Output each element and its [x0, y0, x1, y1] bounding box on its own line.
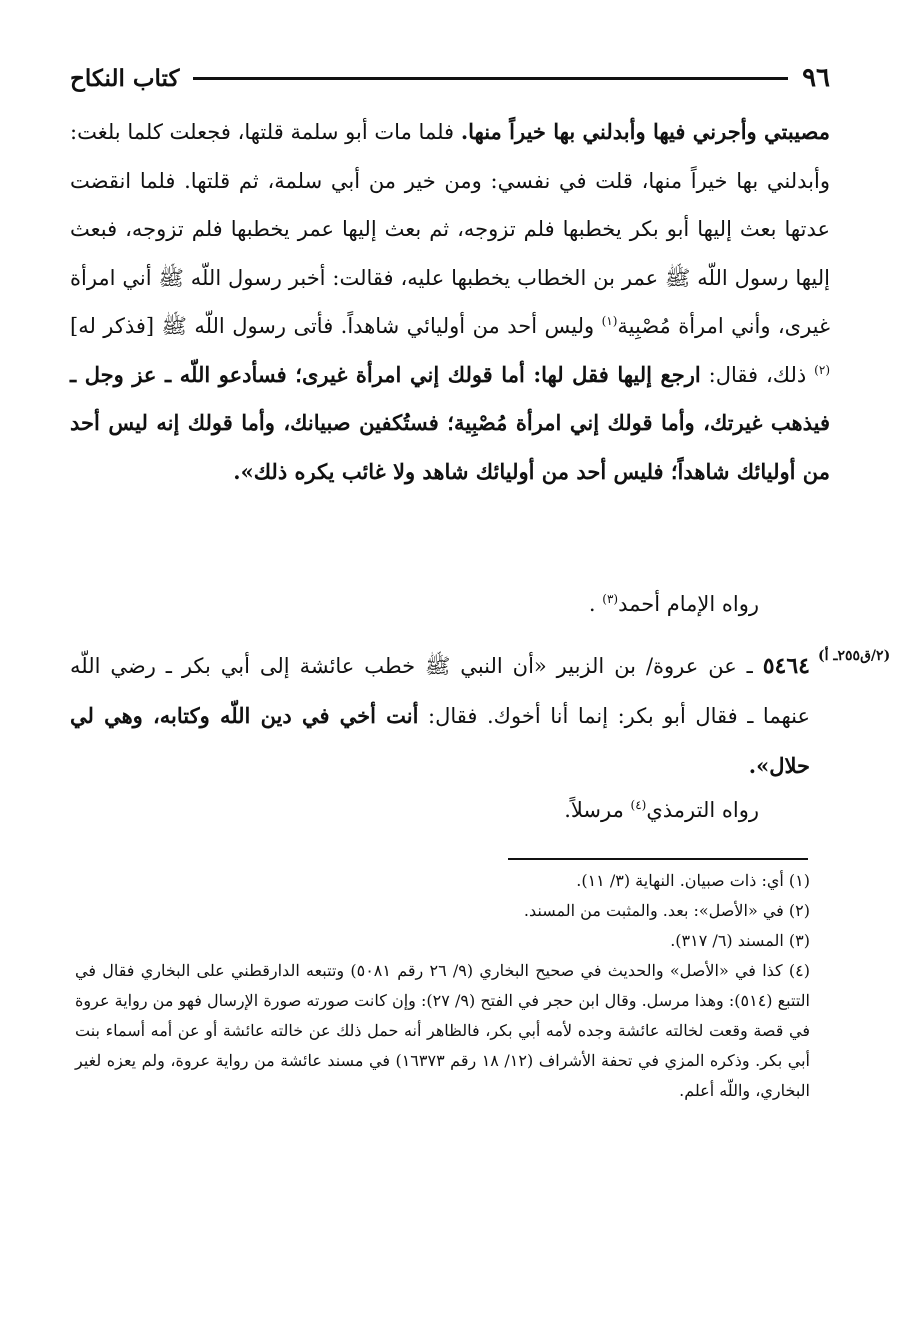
main-text [70, 108, 830, 496]
riwaya-ahmad [589, 592, 759, 616]
footnote-text: في «الأصل»: بعد. والمثبت من المسند. [523, 901, 784, 920]
riwaya-ahmad-end: . [588, 592, 603, 616]
footnote-4 [75, 956, 810, 1106]
footnote-text: أي: ذات صبيان. النهاية (٣/ ١١). [576, 871, 784, 890]
hadith-5464 [70, 642, 810, 791]
page-header [70, 58, 830, 98]
footnote-ref-1: (١) [601, 314, 618, 328]
footnote-1 [75, 866, 810, 896]
footnote-ref-2: (٢) [814, 362, 830, 377]
footnote-2 [75, 896, 810, 926]
riwaya-tirmidhi-end: مرسلاً. [564, 798, 631, 822]
footnote-number: (١) [788, 871, 810, 890]
footnote-ref-4: (٤) [630, 798, 647, 812]
header-rule [193, 77, 788, 80]
main-text-prophet-speech: ارجع إليها فقل لها: أما قولك إني امرأة غيرى؛ فسأدعو اللّه ـ عز وجل ـ فيذهب غيرتك، وأما قولك إني امرأة مُصْبِية؛ فستُكفين صبيانك، وأما قولك إنه ليس أحد من أوليائك شاهداً؛ فليس أحد من أوليائك شاهد ولا غائب يكره ذلك». [70, 361, 830, 484]
footnote-number: (٤) [788, 961, 810, 980]
footnote-separator [508, 858, 808, 860]
main-text-narration: فلما مات أبو سلمة قلتها، فجعلت كلما بلغت: وأبدلني بها خيراً منها، قلت في نفسي: ومن خير من أبي سلمة، ثم قلتها. فلما انقضت عدتها بعث إليها أبو بكر يخطبها فلم تزوجه، ثم بعث إليها عمر يخطبها فلم تزوجه، فبعث إليها رسول اللّه ﷺ عمر بن الخطاب يخطبها عليه، فقالت: أخبر رسول اللّه ﷺ أني امرأة غيرى، وأني امرأة مُصْبِية [70, 120, 830, 338]
riwaya-tirmidhi [564, 798, 759, 822]
page-number: ٩٦ [802, 63, 830, 93]
riwaya-tirmidhi-text: رواه الترمذي [646, 798, 759, 822]
footnote-number: (٢) [788, 901, 810, 920]
footnotes [75, 866, 810, 1106]
footnote-ref-3: (٣) [602, 592, 619, 606]
hadith-text: ـ عن عروة/ بن الزبير «أن النبي ﷺ خطب عائشة إلى أبي بكر ـ رضي اللّه عنهما ـ فقال أبو بكر: إنما أنا أخوك. فقال: [70, 654, 811, 728]
riwaya-ahmad-text: رواه الإمام أحمد [618, 592, 759, 616]
footnote-text: المسند (٦/ ٣١٧). [670, 931, 784, 950]
footnote-number: (٣) [788, 931, 810, 950]
main-text-dhalika: ذلك، فقال: [700, 362, 815, 387]
main-text-bold-opening: مصيبتي وأجرني فيها وأبدلني بها خيراً منها. [460, 119, 831, 144]
main-text-narration-cont: وليس أحد من أوليائي شاهداً. فأتى رسول اللّه ﷺ [فذكر له] [70, 314, 602, 338]
hadith-number: ٥٤٦٤ [762, 653, 810, 679]
book-title: كتاب النكاح [70, 64, 180, 92]
footnote-3 [75, 926, 810, 956]
hadith-prophet-speech: أنت أخي في دين اللّه وكتابه، وهي لي حلال». [70, 703, 810, 778]
footnote-text: كذا في «الأصل» والحديث في صحيح البخاري (٩/ ٢٦ رقم ٥٠٨١) وتتبعه الدارقطني على البخاري فقال في التتبع (٥١٤): وهذا مرسل. وقال ابن حجر في الفتح (٩/ ٢٧): وإن كانت صورته صورة الإرسال فهو من رواية عروة في قصة وقعت لخالته عائشة وجده لأمه أبي بكر، فالظاهر أنه حمل ذلك عن خالته عائشة أو عن أمه أسماء بنت أبي بكر. وذكره المزي في تحفة الأشراف (١٢/ ١٨ رقم ١٦٣٧٣) في مسند عائشة من رواية عروة، ولم يعزه لغير البخاري، واللّه أعلم. [75, 961, 810, 1100]
manuscript-reference: (٢/ق٢٥٥ـ أ) [818, 648, 891, 664]
